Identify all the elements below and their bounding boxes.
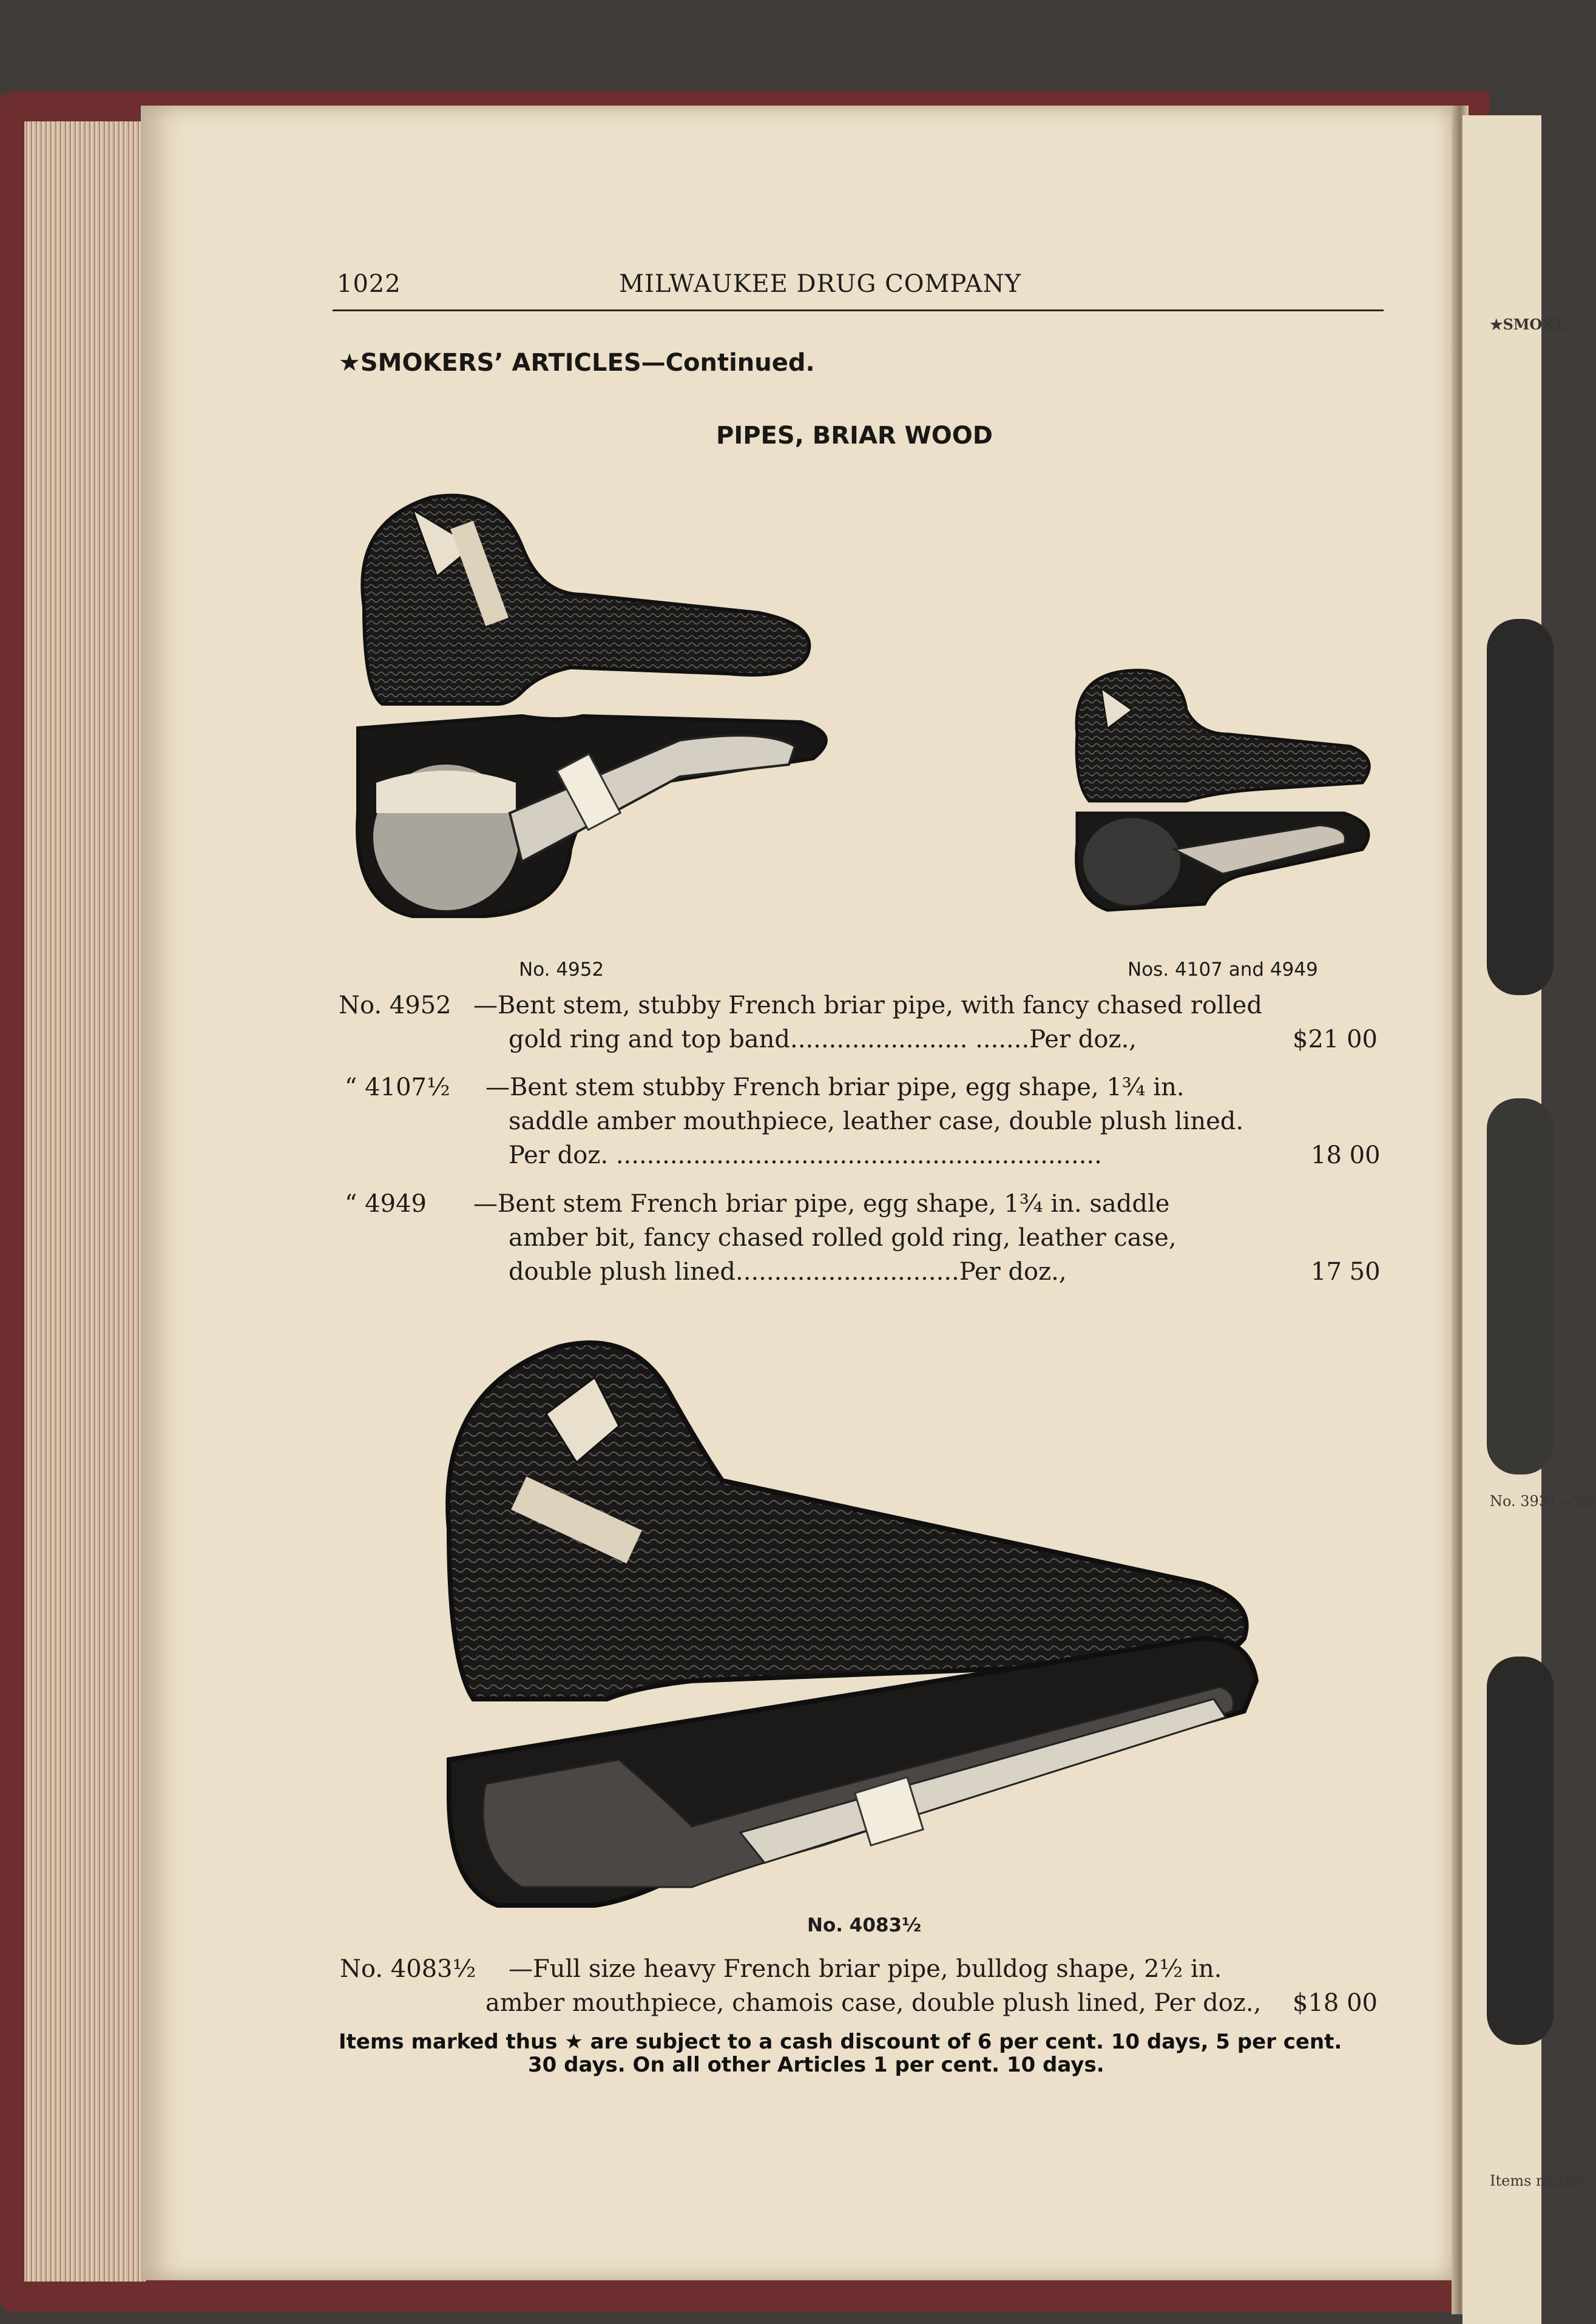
figure-caption: No. 4952: [519, 959, 604, 981]
discount-notice: Items marked thus ★ are subject to a cash discount of 6 per cent. 10 days, 5 per cent.: [339, 2030, 1342, 2054]
item-description: amber bit, fancy chased rolled gold ring, leather case,: [509, 1224, 1177, 1252]
item-price: $18 00: [1293, 1989, 1378, 2017]
item-price: 18 00: [1311, 1141, 1381, 1169]
item-number: No. 4083½: [340, 1955, 476, 1983]
adjacent-text: Items marke: [1490, 2172, 1583, 2189]
page-edges: [24, 121, 146, 2282]
pipe-case-illustration: [437, 1323, 1287, 1930]
page-number: 1022: [337, 270, 401, 298]
running-header: MILWAUKEE DRUG COMPANY: [619, 270, 1022, 298]
adjacent-pipe-case-image: [1487, 619, 1554, 995]
header-rule: [333, 309, 1384, 311]
discount-notice: 30 days. On all other Articles 1 per cent. 10 days.: [528, 2053, 1104, 2077]
pipe-case-illustration: [1065, 661, 1381, 916]
item-description: double plush lined.............................Per doz.,: [509, 1258, 1067, 1286]
section-subtitle: PIPES, BRIAR WOOD: [716, 422, 993, 450]
item-number: “ 4107½: [345, 1073, 450, 1101]
item-description: —Full size heavy French briar pipe, bulldog shape, 2½ in.: [509, 1955, 1222, 1983]
adjacent-pipe-case-image: [1487, 1657, 1554, 2045]
adjacent-header: ★SMOKE: [1490, 316, 1566, 333]
item-description: Per doz. ...............................................................: [509, 1141, 1102, 1169]
item-number: “ 4949: [345, 1190, 427, 1218]
item-number: No. 4952: [339, 991, 451, 1019]
item-description: saddle amber mouthpiece, leather case, double plush lined.: [509, 1107, 1244, 1135]
adjacent-pipe-case-image: [1487, 1098, 1554, 1474]
item-description: —Bent stem French briar pipe, egg shape, 1¾ in. saddle: [473, 1190, 1170, 1218]
figure-caption: Nos. 4107 and 4949: [1128, 959, 1318, 981]
item-description: —Bent stem, stubby French briar pipe, with fancy chased rolled: [473, 991, 1262, 1019]
figure-caption: No. 4083½: [807, 1914, 922, 1936]
item-description: —Bent stem stubby French briar pipe, egg shape, 1¾ in.: [485, 1073, 1185, 1101]
item-price: 17 50: [1311, 1258, 1381, 1286]
item-price: $21 00: [1293, 1025, 1378, 1053]
adjacent-page: [1462, 115, 1596, 2324]
pipe-case-illustration: [340, 473, 825, 934]
section-title: ★SMOKERS’ ARTICLES—Continued.: [339, 349, 815, 377]
item-description: gold ring and top band....................... .......Per doz.,: [509, 1025, 1137, 1053]
adjacent-text: No. 3931—Sm: [1490, 1493, 1596, 1510]
item-description: amber mouthpiece, chamois case, double plush lined, Per doz.,: [485, 1989, 1262, 2017]
